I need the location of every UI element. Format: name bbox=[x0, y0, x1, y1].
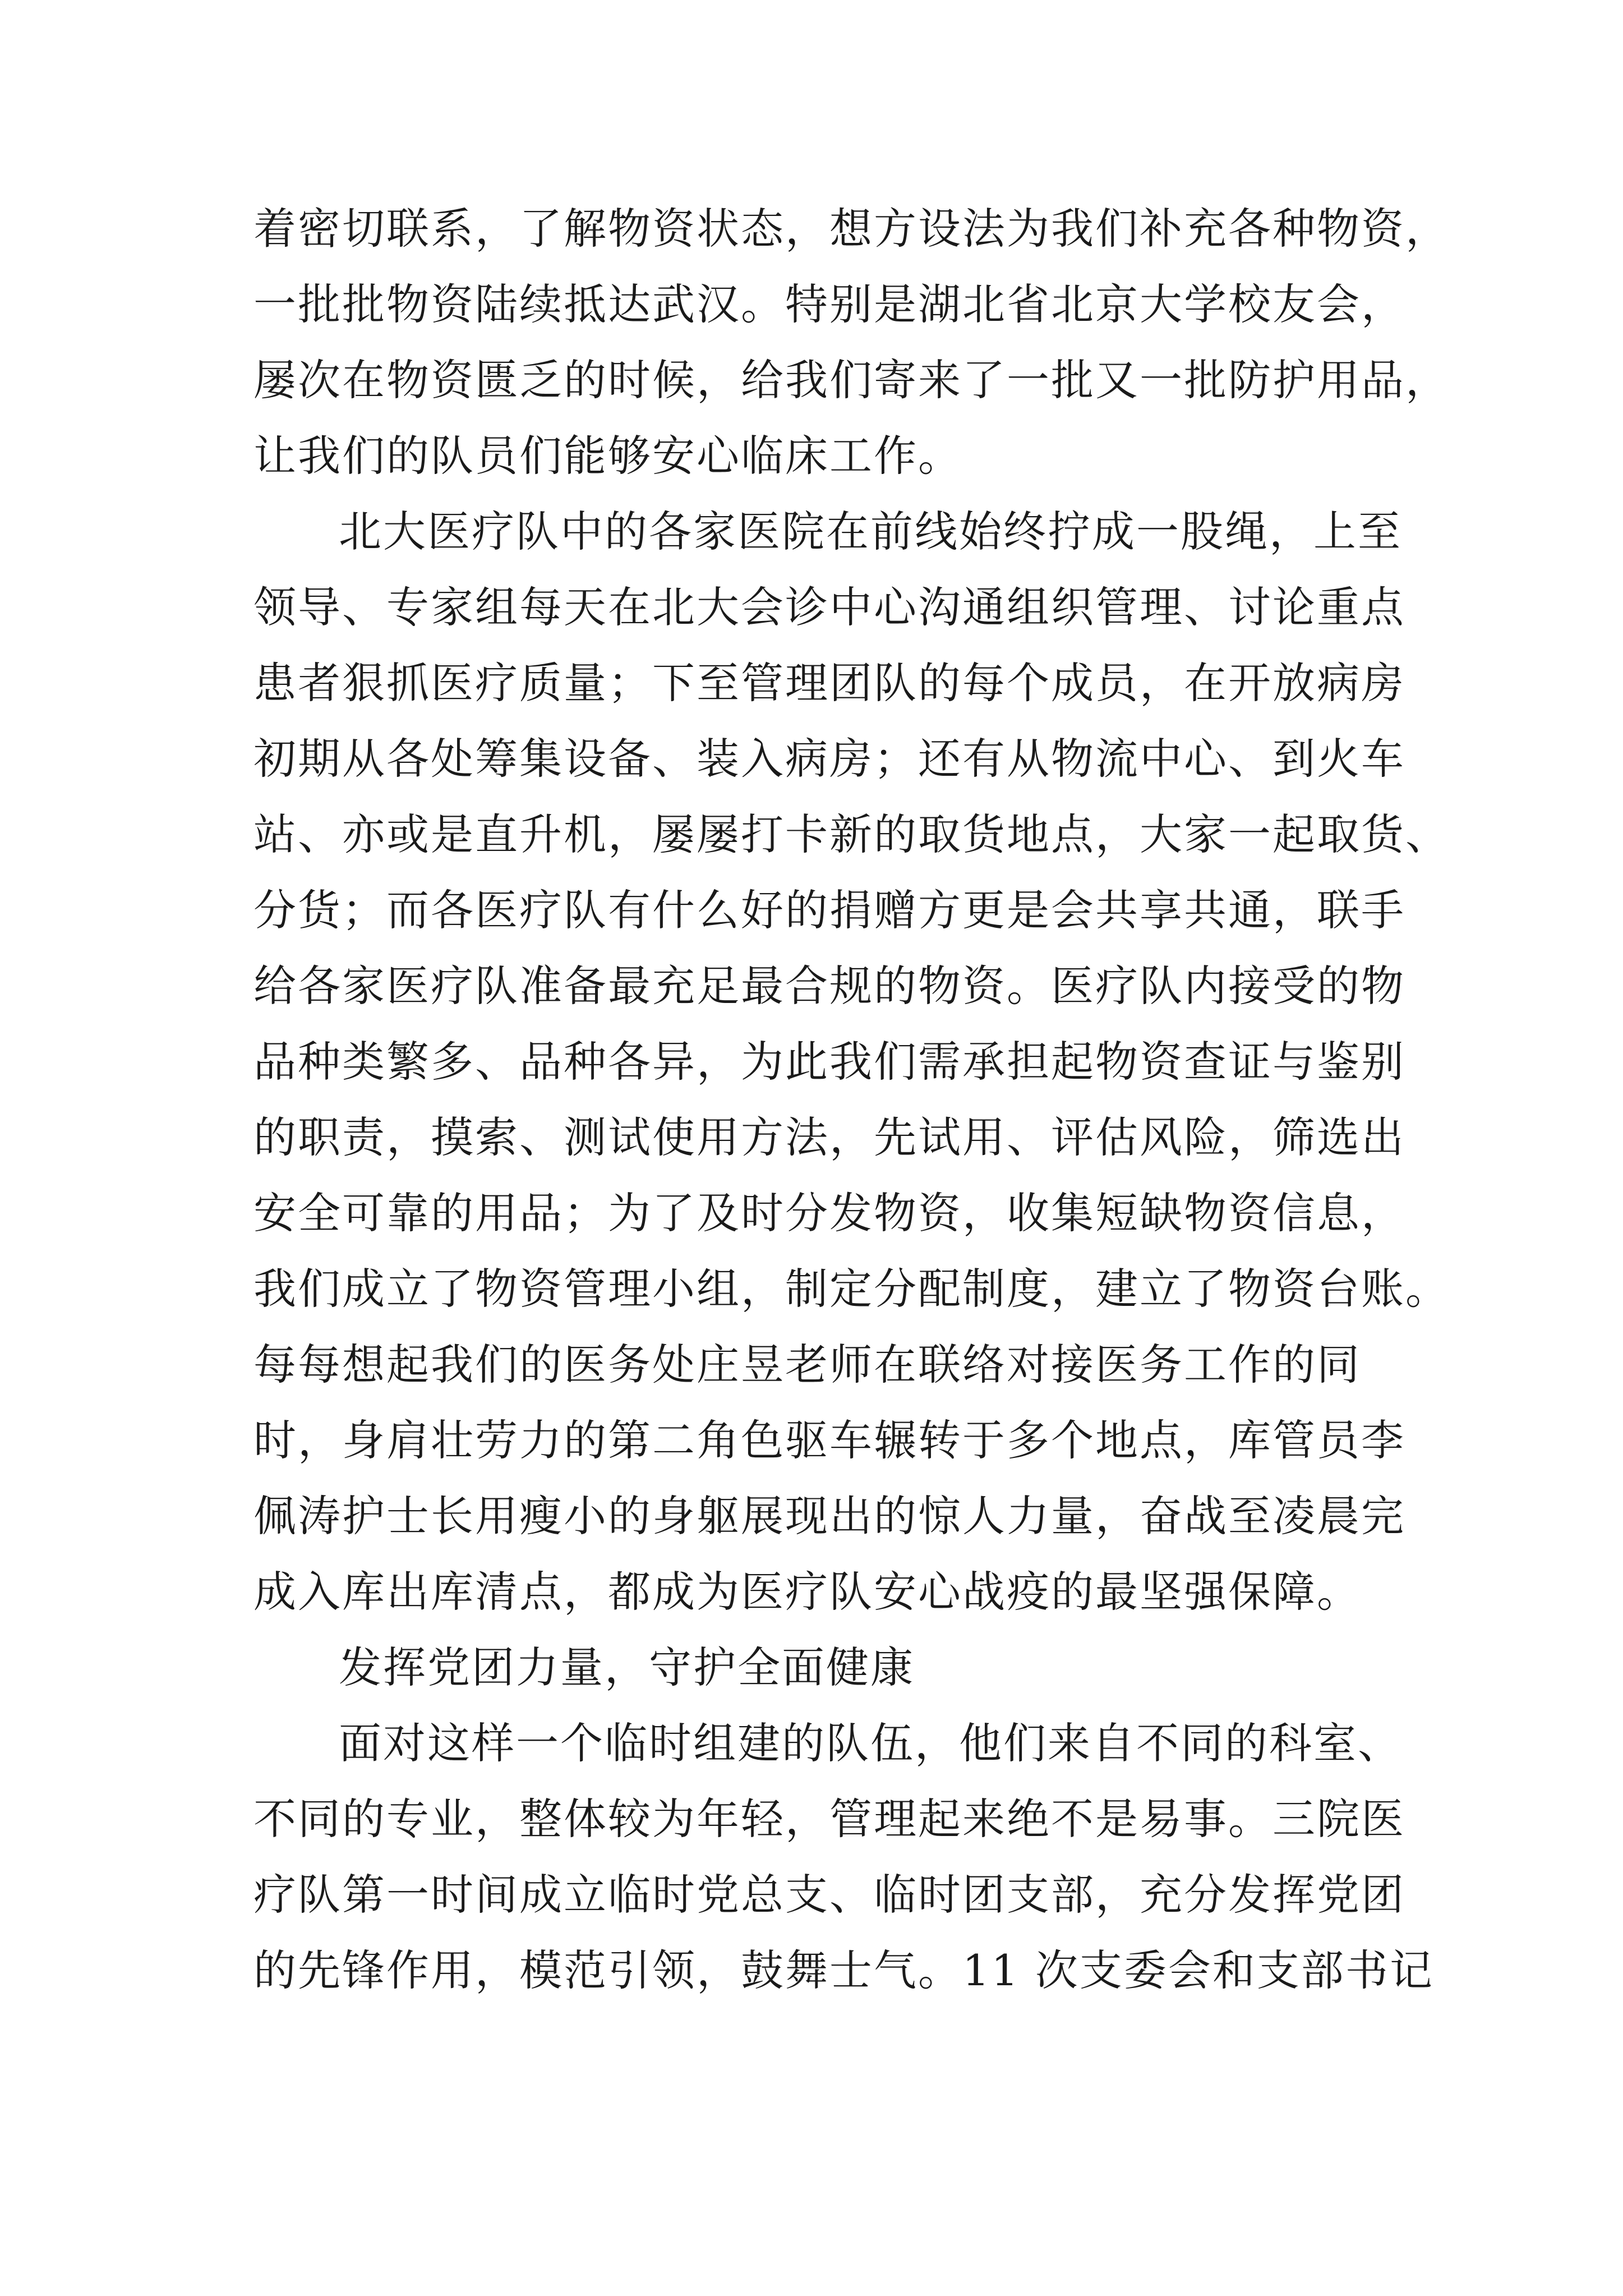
text-line: 佩涛护士长用瘦小的身躯展现出的惊人力量，奋战至凌晨完 bbox=[253, 1491, 1405, 1541]
text-line: 北大医疗队中的各家医院在前线始终拧成一股绳，上至 bbox=[339, 507, 1402, 556]
text-line: 初期从各处筹集设备、装入病房；还有从物流中心、到火车 bbox=[253, 734, 1405, 784]
text-line: 的先锋作用，模范引领，鼓舞士气。11 次支委会和支部书记 bbox=[253, 1945, 1434, 1995]
text-line: 着密切联系，了解物资状态，想方设法为我们补充各种物资， bbox=[253, 204, 1450, 254]
text-line: 品种类繁多、品种各异，为此我们需承担起物资查证与鉴别 bbox=[253, 1037, 1405, 1087]
body-text bbox=[253, 191, 1450, 2008]
text-line: 让我们的队员们能够安心临床工作。 bbox=[253, 431, 962, 481]
text-line: 屡次在物资匮乏的时候，给我们寄来了一批又一批防护用品， bbox=[253, 355, 1450, 405]
text-line: 疗队第一时间成立临时党总支、临时团支部，充分发挥党团 bbox=[253, 1870, 1405, 1920]
text-line: 每每想起我们的医务处庄昱老师在联络对接医务工作的同 bbox=[253, 1340, 1361, 1389]
text-line: 我们成立了物资管理小组，制定分配制度，建立了物资台账。 bbox=[253, 1264, 1450, 1314]
text-line: 给各家医疗队准备最充足最合规的物资。医疗队内接受的物 bbox=[253, 961, 1405, 1011]
text-line: 成入库出库清点，都成为医疗队安心战疫的最坚强保障。 bbox=[253, 1567, 1361, 1617]
text-line: 领导、专家组每天在北大会诊中心沟通组织管理、讨论重点 bbox=[253, 582, 1405, 632]
text-line: 面对这样一个临时组建的队伍，他们来自不同的科室、 bbox=[339, 1718, 1402, 1768]
text-line: 不同的专业，整体较为年轻，管理起来绝不是易事。三院医 bbox=[253, 1794, 1405, 1844]
text-line: 患者狠抓医疗质量；下至管理团队的每个成员，在开放病房 bbox=[253, 658, 1405, 708]
text-line: 分货；而各医疗队有什么好的捐赠方更是会共享共通，联手 bbox=[253, 885, 1405, 935]
text-line: 时，身肩壮劳力的第二角色驱车辗转于多个地点，库管员李 bbox=[253, 1415, 1405, 1465]
text-line: 的职责，摸索、测试使用方法，先试用、评估风险，筛选出 bbox=[253, 1112, 1405, 1162]
text-line: 安全可靠的用品；为了及时分发物资，收集短缺物资信息， bbox=[253, 1188, 1405, 1238]
text-line: 站、亦或是直升机，屡屡打卡新的取货地点，大家一起取货、 bbox=[253, 809, 1450, 859]
text-line: 发挥党团力量，守护全面健康 bbox=[339, 1642, 915, 1692]
text-line: 一批批物资陆续抵达武汉。特别是湖北省北京大学校友会， bbox=[253, 279, 1405, 329]
